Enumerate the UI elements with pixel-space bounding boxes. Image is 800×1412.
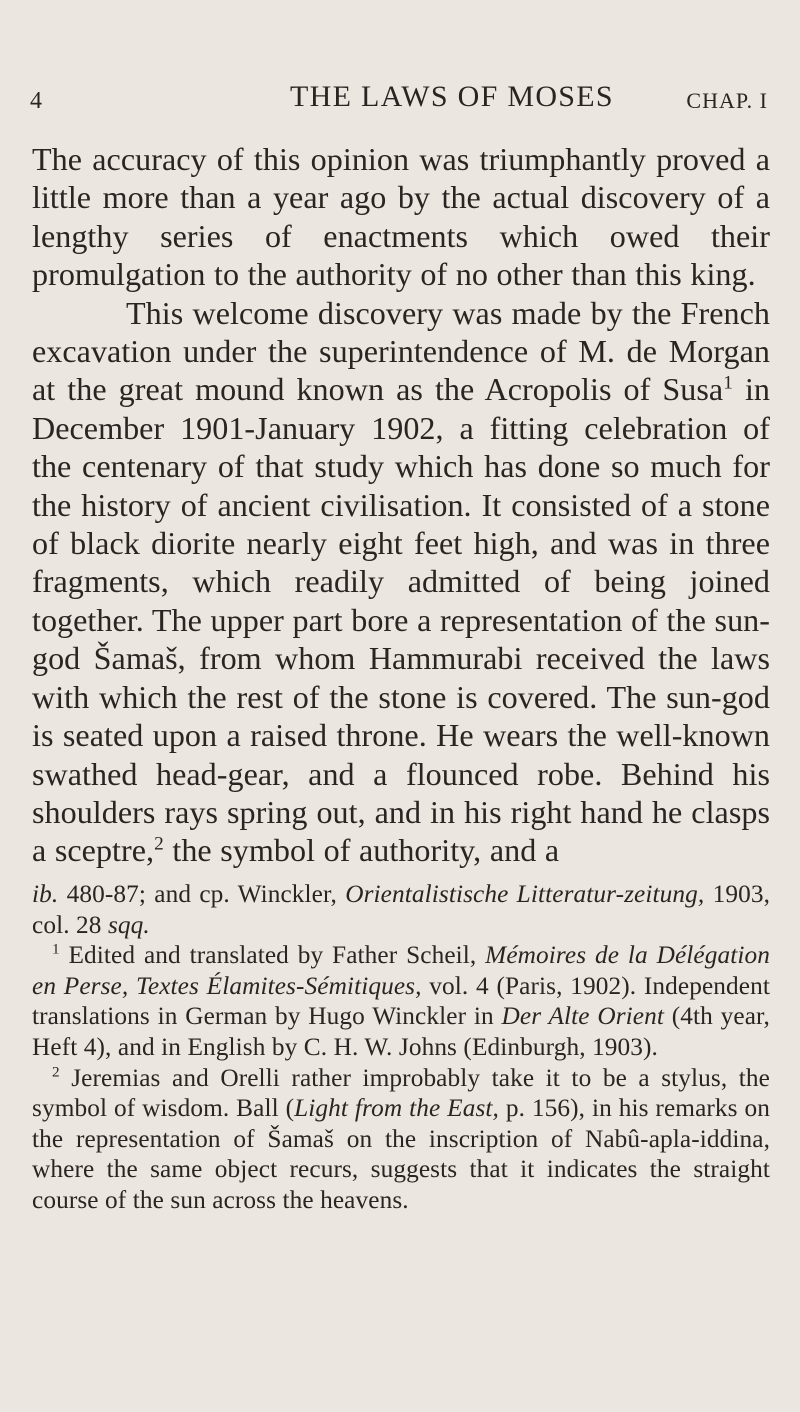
paragraph-1 xyxy=(32,140,770,294)
footnote-1-text-a: Edited and translated by Father Scheil, xyxy=(59,941,486,970)
paragraph-2-text-c: the symbol of authority, and a xyxy=(163,832,560,869)
running-head xyxy=(30,80,770,120)
footnote-2 xyxy=(32,1063,770,1216)
footnote-ref-2: 2 xyxy=(154,833,164,855)
footnote-cont-text-a: 480-87; and cp. Winckler, xyxy=(58,880,346,908)
footnote-1-text-b: vol. 4 (Paris, 1902). Independent translations in German by Hugo Winckler in xyxy=(32,971,770,1031)
footnote-1-marker: 1 xyxy=(52,940,60,958)
footnote-2-text-b: p. 156), in his remarks on the representation of Šamaš on the inscription of Nabû-apla-iddina, where the same object recurs, suggests that it indicates the straight course of the sun across the heavens. xyxy=(32,1094,770,1214)
footnote-1-title-1: Mémoires de la Délégation en Perse, Textes Élamites-Sémitiques, xyxy=(32,941,770,1000)
footnote-1-title-2: Der Alte Orient xyxy=(501,1002,664,1031)
footnote-1-text-c: (4th year, Heft 4), and in English by C. H. W. Johns (Edinburgh, 1903). xyxy=(32,1002,770,1061)
paragraph-2-text-b: in December 1901-January 1902, a fitting celebration of the centenary of that study which has done so much for the history of ancient civilisation. It consisted of a stone of black diorite nearly eight feet high, and was in three fragments, which readily admitted of being joined together. The upper part bore a representation of the sun-god Šamaš, from whom Hammurabi received the laws with which the rest of the stone is covered. The sun-god is seated upon a raised throne. He wears the well-known swathed head-gear, and a flounced robe. Behind his shoulders rays spring out, and in his right hand he clasps a sceptre, xyxy=(32,371,770,869)
footnote-cont-title: Orientalistische Litteratur-zeitung, xyxy=(345,880,705,908)
footnote-ib: ib. xyxy=(32,880,59,908)
body-text xyxy=(32,140,770,870)
paragraph-2 xyxy=(32,294,770,870)
footnote-1 xyxy=(32,940,770,1062)
footnote-2-marker: 2 xyxy=(52,1063,60,1081)
footnote-2-title: Light from the East, xyxy=(294,1094,499,1123)
footnote-2-text-a: Jeremias and Orelli rather improbably take it to be a stylus, the symbol of wisdom. Ball ( xyxy=(32,1063,770,1123)
chapter-label: CHAP. I xyxy=(686,88,768,113)
footnote-continuation xyxy=(32,879,770,940)
paragraph-2-text-a: This welcome discovery was made by the French excavation under the superintendence of M. de Morgan at the great mound known as the Acropolis of Susa xyxy=(32,294,770,408)
footnote-cont-sqq: sqq. xyxy=(107,910,150,939)
running-title: THE LAWS OF MOSES xyxy=(290,80,614,113)
paragraph-1-text: The accuracy of this opinion was triumphantly proved a little more than a year ago by the actual discovery of a lengthy series of enactments which owed their promulgation to the authority of no other than this king. xyxy=(32,141,770,293)
footnote-cont-text-b: 1903, col. 28 xyxy=(32,880,770,939)
page-number: 4 xyxy=(30,88,43,114)
footnote-ref-1: 1 xyxy=(723,372,733,394)
footnotes xyxy=(32,879,770,1216)
